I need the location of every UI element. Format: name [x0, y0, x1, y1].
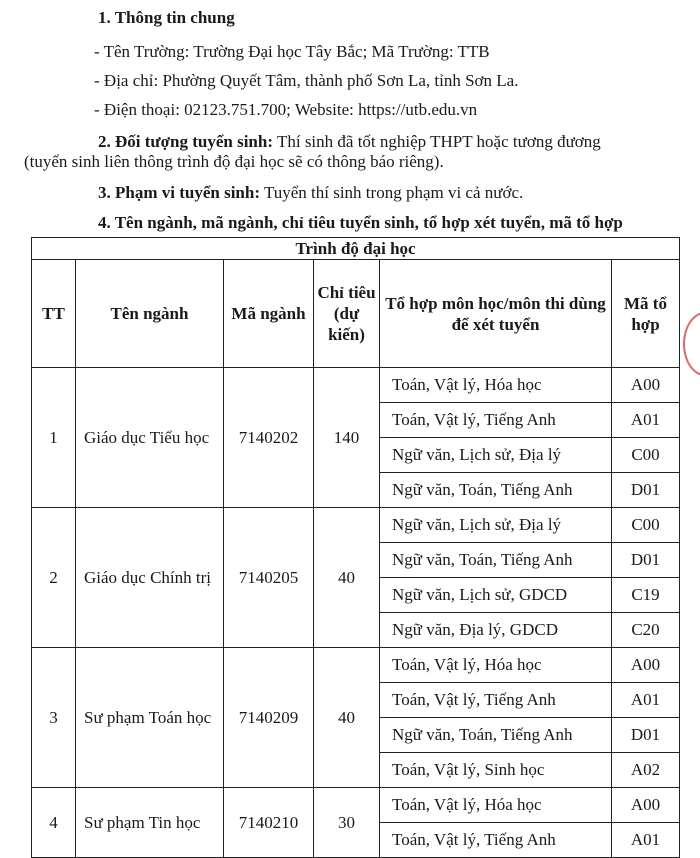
major-name-cell: Giáo dục Tiểu học — [76, 368, 224, 508]
header-combo-code: Mã tổ hợp — [612, 260, 680, 368]
level-header: Trình độ đại học — [32, 238, 680, 260]
section-4-heading: 4. Tên ngành, mã ngành, chỉ tiêu tuyển sinh, tổ hợp xét tuyển, mã tổ hợp — [98, 213, 623, 232]
combo-code-cell: A01 — [612, 403, 680, 438]
combo-code-cell: A01 — [612, 683, 680, 718]
address-line: - Địa chỉ: Phường Quyết Tâm, thành phố Sơn La, tỉnh Sơn La. — [94, 71, 519, 90]
combo-subjects-cell: Toán, Vật lý, Tiếng Anh — [380, 823, 612, 858]
header-name: Tên ngành — [76, 260, 224, 368]
combo-subjects-cell: Toán, Vật lý, Tiếng Anh — [380, 403, 612, 438]
header-tt: TT — [32, 260, 76, 368]
major-code-cell: 7140205 — [224, 508, 314, 648]
stamp-seal — [683, 312, 700, 376]
combo-code-cell: D01 — [612, 543, 680, 578]
combo-code-cell: D01 — [612, 718, 680, 753]
combo-subjects-cell: Toán, Vật lý, Tiếng Anh — [380, 683, 612, 718]
combo-subjects-cell: Ngữ văn, Địa lý, GDCD — [380, 613, 612, 648]
table-row — [32, 788, 680, 823]
quota-cell: 40 — [314, 508, 380, 648]
combo-subjects-cell: Ngữ văn, Toán, Tiếng Anh — [380, 543, 612, 578]
combo-code-cell: A00 — [612, 368, 680, 403]
quota-cell: 30 — [314, 788, 380, 858]
combo-code-cell: C00 — [612, 438, 680, 473]
combo-subjects-cell: Toán, Vật lý, Sinh học — [380, 753, 612, 788]
combo-code-cell: A00 — [612, 788, 680, 823]
combo-subjects-cell: Ngữ văn, Lịch sử, Địa lý — [380, 508, 612, 543]
section-3-text: Tuyển thí sinh trong phạm vi cả nước. — [260, 183, 524, 202]
major-code-cell: 7140209 — [224, 648, 314, 788]
combo-subjects-cell: Toán, Vật lý, Hóa học — [380, 788, 612, 823]
combo-code-cell: A02 — [612, 753, 680, 788]
header-combo: Tổ hợp môn học/môn thi dùng để xét tuyển — [380, 260, 612, 368]
quota-cell: 40 — [314, 648, 380, 788]
major-name-cell: Giáo dục Chính trị — [76, 508, 224, 648]
table-row — [32, 648, 680, 683]
header-quota: Chỉ tiêu (dự kiến) — [314, 260, 380, 368]
table-row — [32, 368, 680, 403]
tt-cell: 3 — [32, 648, 76, 788]
combo-subjects-cell: Ngữ văn, Lịch sử, GDCD — [380, 578, 612, 613]
section-3-paragraph — [98, 183, 523, 203]
admission-table — [31, 237, 680, 858]
contact-line: - Điện thoại: 02123.751.700; Website: https://utb.edu.vn — [94, 100, 478, 119]
section-2-label: 2. Đối tượng tuyển sinh: — [98, 132, 274, 151]
major-name-cell: Sư phạm Tin học — [76, 788, 224, 858]
table-row — [32, 508, 680, 543]
combo-subjects-cell: Toán, Vật lý, Hóa học — [380, 368, 612, 403]
section-2-text: Thí sinh đã tốt nghiệp THPT hoặc tương đương — [273, 132, 601, 151]
header-code: Mã ngành — [224, 260, 314, 368]
combo-code-cell: C19 — [612, 578, 680, 613]
section-1-heading: 1. Thông tin chung — [98, 8, 235, 27]
major-code-cell: 7140202 — [224, 368, 314, 508]
tt-cell: 2 — [32, 508, 76, 648]
combo-subjects-cell: Ngữ văn, Toán, Tiếng Anh — [380, 718, 612, 753]
major-code-cell: 7140210 — [224, 788, 314, 858]
combo-subjects-cell: Ngữ văn, Lịch sử, Địa lý — [380, 438, 612, 473]
combo-subjects-cell: Ngữ văn, Toán, Tiếng Anh — [380, 473, 612, 508]
combo-subjects-cell: Toán, Vật lý, Hóa học — [380, 648, 612, 683]
major-name-cell: Sư phạm Toán học — [76, 648, 224, 788]
section-3-label: 3. Phạm vi tuyển sinh: — [98, 183, 260, 202]
combo-code-cell: C20 — [612, 613, 680, 648]
combo-code-cell: D01 — [612, 473, 680, 508]
combo-code-cell: A00 — [612, 648, 680, 683]
combo-code-cell: A01 — [612, 823, 680, 858]
tt-cell: 4 — [32, 788, 76, 858]
section-2-continuation: (tuyển sinh liên thông trình độ đại học sẽ có thông báo riêng). — [24, 152, 444, 171]
tt-cell: 1 — [32, 368, 76, 508]
quota-cell: 140 — [314, 368, 380, 508]
section-2-paragraph — [98, 132, 601, 152]
school-name-line: - Tên Trường: Trường Đại học Tây Bắc; Mã Trường: TTB — [94, 42, 490, 61]
combo-code-cell: C00 — [612, 508, 680, 543]
